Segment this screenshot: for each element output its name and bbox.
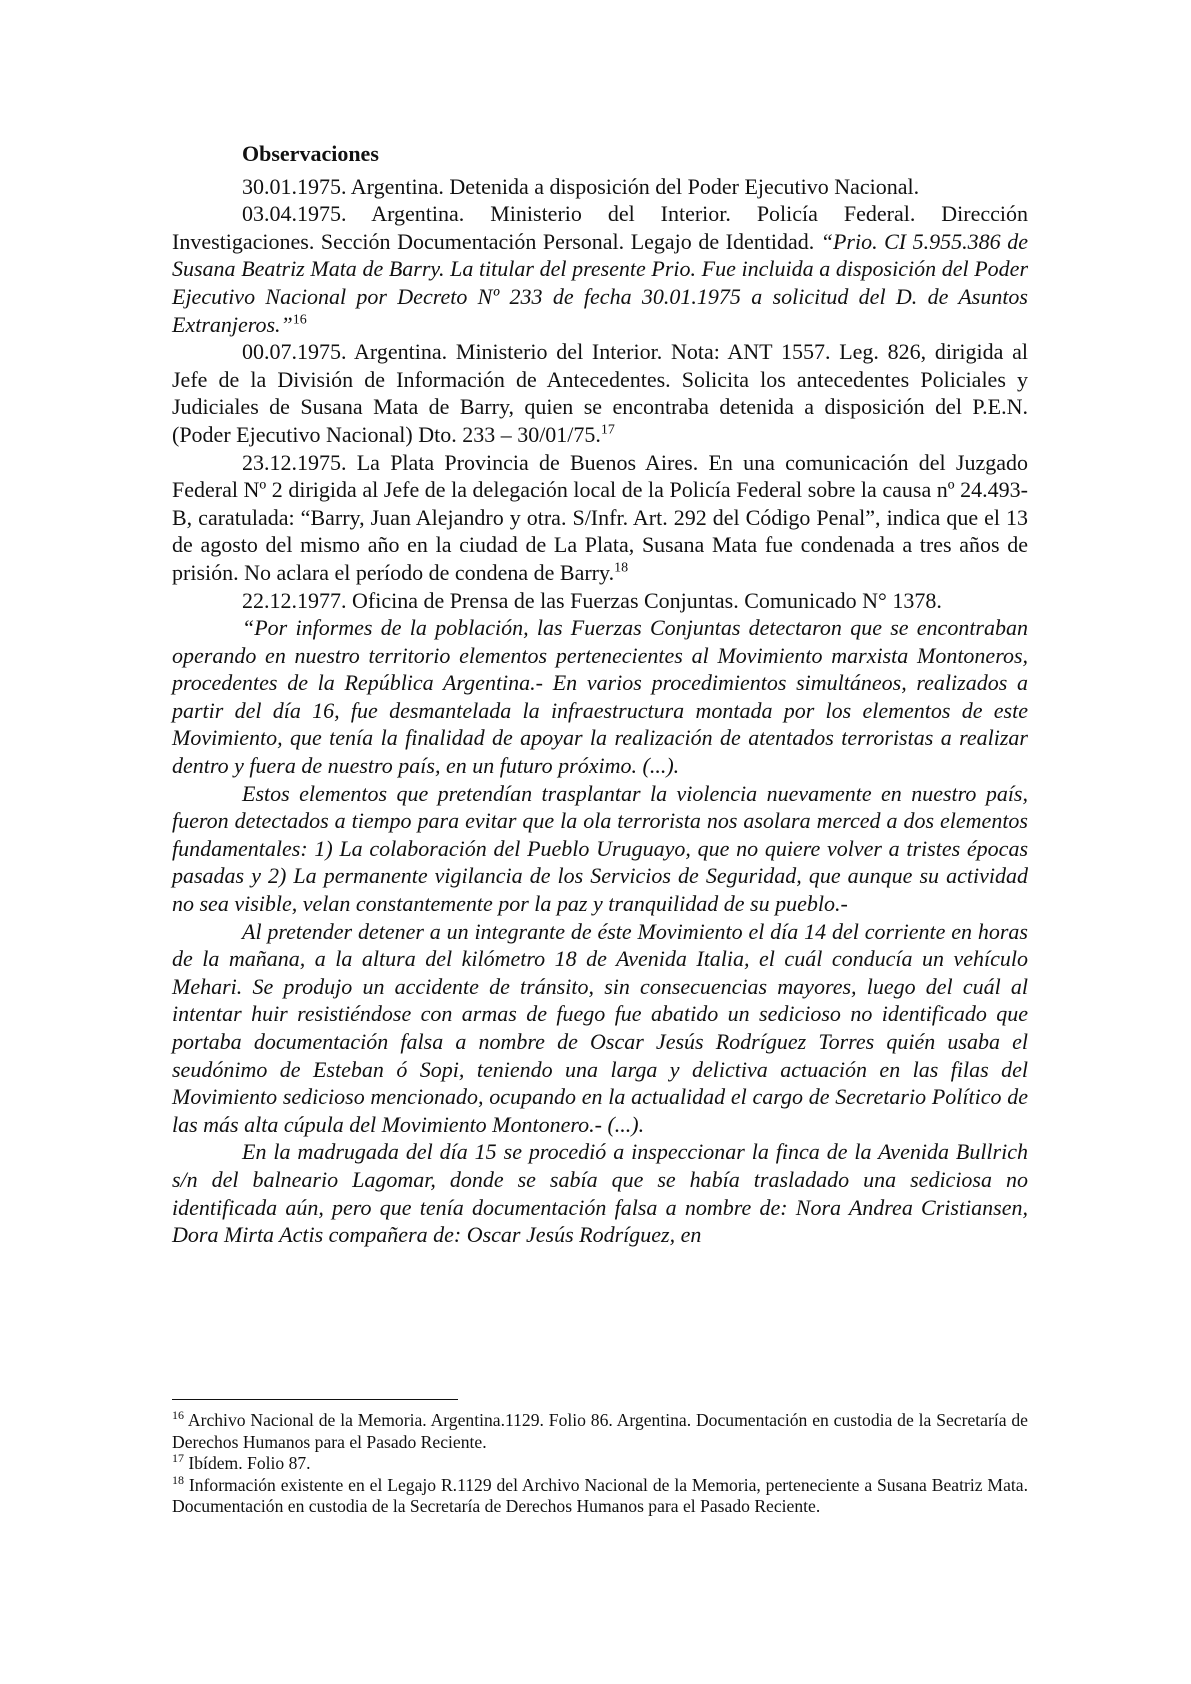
entry-quote: “Prio. CI 5.955.386 de Susana Beatriz Mata de Barry. La titular del presente Prio. Fue incluida a disposición del Poder Ejecutivo Nacional por Decreto Nº 233 de fecha 30.01.1975 a solicitud del D. de Asuntos Extranjeros.” [172,228,1028,337]
quote-paragraph: “Por informes de la población, las Fuerzas Conjuntas detectaron que se encontraban operando en nuestro territorio elementos pertenecientes al Movimiento marxista Montoneros, procedentes de la República Argentina.- En varios procedimientos simultáneos, realizados a partir del día 16, fue desmantelada la infraestructura montada por los elementos de este Movimiento, que tenía la finalidad de apoyar la realización de atentados terroristas a realizar dentro y fuera de nuestro país, en un futuro próximo. (...). [172,615,1028,779]
document-body [172,140,1028,1249]
entry-text: 00.07.1975. Argentina. Ministerio del Interior. Nota: ANT 1557. Leg. 826, dirigida al Jefe de la División de Información de Antecedentes. Solicita los antecedentes Policiales y Judiciales de Susana Mata de Barry, quien se encontraba detenida a disposición del P.E.N. (Poder Ejecutivo Nacional) Dto. 233 – 30/01/75. [172,339,1028,447]
quote-paragraph: En la madrugada del día 15 se procedió a inspeccionar la finca de la Avenida Bullrich s/n del balneario Lagomar, donde se sabía que se había trasladado una sediciosa no identificada aún, pero que tenía documentación falsa a nombre de: Nora Andrea Cristiansen, Dora Mirta Actis compañera de: Oscar Jesús Rodríguez, en [172,1139,1028,1248]
entry-paragraph [172,200,1028,338]
footnote-text: Archivo Nacional de la Memoria. Argentina.1129. Folio 86. Argentina. Documentación en custodia de la Secretaría de Derechos Humanos para el Pasado Reciente. [172,1410,1028,1452]
quote-paragraph: Al pretender detener a un integrante de éste Movimiento el día 14 del corriente en horas de la mañana, a la altura del kilómetro 18 de Avenida Italia, el cuál conducía un vehículo Mehari. Se produjo un accidente de tránsito, sin consecuencias mayores, luego del cuál al intentar huir resistiéndose con armas de fuego fue abatido un sedicioso no identificado que portaba documentación falsa a nombre de Oscar Jesús Rodríguez Torres quién usaba el seudónimo de Esteban ó Sopi, teniendo una larga y delictiva actuación en las filas del Movimiento sedicioso mencionado, ocupando en la actualidad el cargo de Secretario Político de las más alta cúpula del Movimiento Montonero.- (...). [172,918,1028,1137]
footnote-ref: 18 [614,560,629,576]
footnotes [172,1410,1028,1518]
entry-paragraph [172,449,1028,587]
footnote-number: 18 [172,1472,184,1487]
entry-text: 23.12.1975. La Plata Provincia de Buenos Aires. En una comunicación del Juzgado Federal Nº 2 dirigida al Jefe de la delegación local de la Policía Federal sobre la causa nº 24.493-B, caratulada: “Barry, Juan Alejandro y otra. S/Infr. Art. 292 del Código Penal”, indica que el 13 de agosto del mismo año en la ciudad de La Plata, Susana Mata fue condenada a tres años de prisión. No aclara el período de condena de Barry. [172,449,1028,585]
entry-paragraph [172,338,1028,448]
footnote [172,1453,1028,1475]
footnote-number: 17 [172,1451,184,1466]
entry-text: 30.01.1975. Argentina. Detenida a disposición del Poder Ejecutivo Nacional. [242,173,920,199]
footnote-text: Información existente en el Legajo R.1129 del Archivo Nacional de la Memoria, perteneciente a Susana Beatriz Mata. Documentación en custodia de la Secretaría de Derechos Humanos para el Pasado Reciente. [172,1474,1028,1516]
entry-paragraph [172,587,1028,615]
footnote-ref: 16 [292,312,307,328]
entry-paragraph [172,173,1028,201]
footnote [172,1472,1028,1518]
footnote [172,1410,1028,1453]
quote-paragraph: Estos elementos que pretendían trasplantar la violencia nuevamente en nuestro país, fueron detectados a tiempo para evitar que la ola terrorista nos asolara merced a dos elementos fundamentales: 1) La colaboración del Pueblo Uruguayo, que no quiere volver a tristes épocas pasadas y 2) La permanente vigilancia de los Servicios de Seguridad, que aunque su actividad no sea visible, velan constantemente por la paz y tranquilidad de su pueblo.- [172,780,1028,917]
entry-text: 03.04.1975. Argentina. Ministerio del Interior. Policía Federal. Dirección Investigaciones. Sección Documentación Personal. Legajo de Identidad. [172,201,1028,254]
footnote-separator [172,1399,458,1400]
section-heading: Observaciones [242,141,379,166]
entry-text: 22.12.1977. Oficina de Prensa de las Fuerzas Conjuntas. Comunicado N° 1378. [242,587,942,613]
footnote-ref: 17 [600,422,615,438]
footnote-number: 16 [172,1408,184,1423]
footnote-text: Ibídem. Folio 87. [188,1453,311,1473]
